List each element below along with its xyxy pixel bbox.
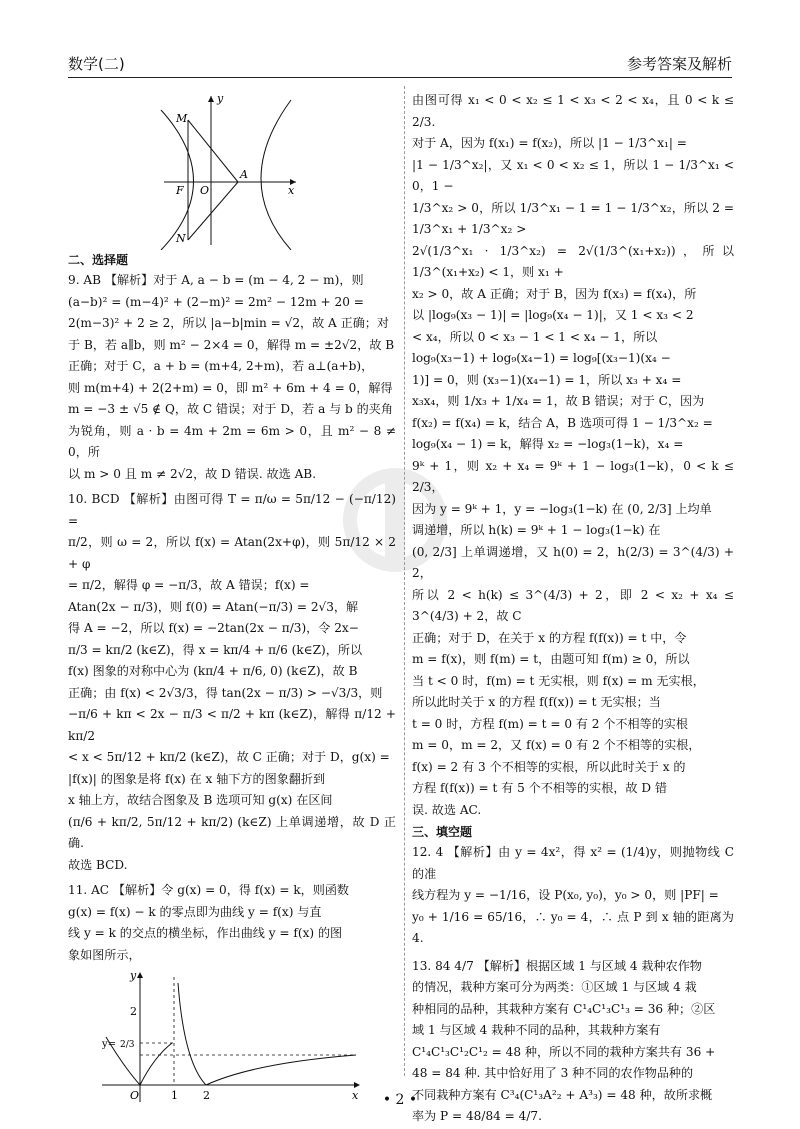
q11-line: f(x) = 2 有 3 个不相等的实根，所以此时关于 x 的 bbox=[412, 759, 686, 774]
q11-line: 所以此时关于 x 的方程 f(f(x)) = t 无实根；当 bbox=[412, 695, 661, 709]
column-divider bbox=[404, 86, 405, 1076]
q11-line: 线 y = k 的交点的横坐标，作出曲线 y = f(x) 的图 bbox=[68, 926, 343, 940]
fig2-tick-one: 1 bbox=[171, 1089, 178, 1102]
q11-line: < x₄，所以 0 < x₃ − 1 < 1 < x₄ − 1，所以 bbox=[412, 329, 658, 344]
header-left-title: 数学(二) bbox=[68, 55, 125, 73]
line-na bbox=[188, 182, 238, 240]
q13-line: 率为 P = 48/84 = 4/7. bbox=[412, 1109, 542, 1123]
left-column bbox=[68, 90, 396, 1107]
q11-line: 调递增，所以 h(k) = 9ᵏ + 1 − log₃(1−k) 在 bbox=[412, 523, 661, 537]
q11-line: log₉(x₄ − 1) = k，解得 x₂ = −log₃(1−k)，x₄ = bbox=[412, 437, 684, 451]
q11-line: 9ᵏ + 1，则 x₂ + x₄ = 9ᵏ + 1 − log₃(1−k)，0 < k ≤ 2/3， bbox=[412, 458, 734, 494]
fig1-a-label: A bbox=[240, 168, 248, 181]
fig1-y-label: y bbox=[217, 92, 224, 105]
q9-line: 以 m > 0 且 m ≠ 2√2，故 D 错误. 故选 AB. bbox=[68, 466, 317, 481]
q11-line: x₂ > 0，故 A 正确；对于 B，因为 f(x₃) = f(x₄)，所 bbox=[412, 286, 697, 301]
q13-line: 不同栽种方案有 C³₄(C¹₃A²₂ + A³₃) = 48 种，故所求概 bbox=[412, 1087, 713, 1102]
q13-line: 域 1 与区域 4 栽种不同的品种，其栽种方案有 bbox=[412, 1023, 661, 1037]
question-11 bbox=[68, 880, 396, 966]
section-fill-title: 三、填空题 bbox=[412, 825, 473, 839]
q13-line: 的情况，栽种方案可分为两类：①区域 1 与区域 4 栽 bbox=[412, 980, 697, 994]
q10-line: (π/6 + kπ/2, 5π/12 + kπ/2) (k∈Z) 上单调递增，故 D 正确. bbox=[68, 814, 396, 850]
q10-line: 正确；由 f(x) < 2√3/3，得 tan(2x − π/3) > −√3/3，则 bbox=[68, 685, 383, 700]
q9-line: 正确；对于 C，a + b = (m+4, 2+m)，若 a⊥(a+b)， bbox=[68, 359, 374, 373]
section-choice-title: 二、选择题 bbox=[68, 253, 129, 267]
q11-line: 象如图所示， bbox=[68, 947, 141, 962]
y-axis-arrow-icon bbox=[208, 96, 214, 102]
q11-line: 对于 A，因为 f(x₁) = f(x₂)，所以 |1 − 1/3^x₁| = bbox=[412, 136, 687, 150]
q10-line: < x < 5π/12 + kπ/2 (k∈Z)，故 C 正确；对于 D，g(x) = bbox=[68, 750, 390, 764]
q11-line: log₉(x₃−1) + log₉(x₄−1) = log₉[(x₃−1)(x₄ − bbox=[412, 351, 671, 365]
q11-line: 11. AC 【解析】令 g(x) = 0，得 f(x) = k，则函数 bbox=[68, 883, 350, 897]
q10-line: f(x) 图象的对称中心为 (kπ/4 + π/6, 0) (k∈Z)，故 B bbox=[68, 664, 358, 678]
q12-line: y₀ + 1/16 = 65/16，∴ y₀ = 4，∴ 点 P 到 x 轴的距离为 4. bbox=[412, 909, 734, 945]
q11-line: m = f(x)，则 f(m) = t，由题可知 f(m) ≥ 0，所以 bbox=[412, 652, 690, 666]
q11-line: |1 − 1/3^x₂|，又 x₁ < 0 < x₂ ≤ 1，所以 1 − 1/3^x₁ < 0，1 − bbox=[412, 157, 734, 193]
fig1-o-label: O bbox=[200, 184, 210, 197]
q11-line: 1/3^x₂ > 0，所以 1/3^x₁ − 1 = 1 − 1/3^x₂，所以 2 = 1/3^x₁ + 1/3^x₂ > bbox=[412, 200, 734, 236]
line-ma bbox=[188, 120, 238, 182]
q10-line: |f(x)| 的图象是将 f(x) 在 x 轴下方的图象翻折到 bbox=[68, 771, 326, 786]
q11-line: m = 0，m = 2，又 f(x) = 0 有 2 个不相等的实根， bbox=[412, 738, 701, 752]
q11-line: 方程 f(f(x)) = t 有 5 个不相等的实根，故 D 错 bbox=[412, 781, 668, 795]
q11-line: g(x) = f(x) − k 的零点即为曲线 y = f(x) 与直 bbox=[68, 904, 322, 919]
fig2-y-eq-fraction: 2/3 bbox=[120, 1040, 135, 1050]
header-rule bbox=[68, 77, 732, 78]
q10-line: = π/2，解得 φ = −π/3，故 A 错误；f(x) = bbox=[68, 578, 310, 592]
q10-line: π/2，则 ω = 2，所以 f(x) = Atan(2x+φ)，则 5π/12 × 2 + φ bbox=[68, 535, 396, 571]
q10-line: −π/6 + kπ < 2x − π/3 < π/2 + kπ (k∈Z)，解得 π/12 + kπ/2 bbox=[68, 707, 396, 743]
q9-line: 2(m−3)² + 2 ≥ 2，所以 |a−b|min = √2，故 A 正确；对 bbox=[68, 316, 389, 330]
function-graph-figure bbox=[94, 967, 364, 1107]
q9-line: 则 m(m+4) + 2(2+m) = 0，即 m² + 6m + 4 = 0，解得 bbox=[68, 380, 393, 395]
q11-line: 以 |log₉(x₃ − 1)| = |log₉(x₄ − 1)|，又 1 < x₃ < 2 bbox=[412, 308, 694, 322]
x-axis-arrow-icon bbox=[354, 1082, 360, 1088]
q10-line: π/3 = kπ/2 (k∈Z)，得 x = kπ/4 + π/6 (k∈Z)，所以 bbox=[68, 642, 363, 657]
question-9 bbox=[68, 270, 396, 485]
page-number: • 2 • bbox=[382, 1092, 418, 1108]
page-header bbox=[68, 48, 732, 74]
q12-line: 线方程为 y = −1/16，设 P(x₀, y₀)，y₀ > 0，则 |PF| = bbox=[412, 888, 719, 902]
q12-line: 12. 4 【解析】由 y = 4x²，得 x² = (1/4)y，则抛物线 C 的准 bbox=[412, 845, 734, 881]
q11-line: 因为 y = 9ᵏ + 1，y = −log₃(1−k) 在 (0, 2/3] 上均单 bbox=[412, 501, 712, 516]
q11-line: t = 0 时，方程 f(m) = t = 0 有 2 个不相等的实根 bbox=[412, 716, 688, 731]
q11-line: f(x₂) = f(x₄) = k，结合 A，B 选项可得 1 − 1/3^x₂ = bbox=[412, 415, 713, 430]
question-10 bbox=[68, 489, 396, 876]
fig1-x-label: x bbox=[288, 184, 295, 197]
fig1-n-label: N bbox=[176, 232, 186, 245]
y-axis-arrow-icon bbox=[137, 972, 143, 978]
fig2-y-tick-two: 2 bbox=[130, 1005, 137, 1018]
header-right-title: 参考答案及解析 bbox=[626, 55, 732, 73]
question-11-continued bbox=[412, 90, 734, 821]
q13-line: 种相同的品种，其栽种方案有 C¹₄C¹₃C¹₃ = 36 种；②区 bbox=[412, 1001, 716, 1016]
fig2-tick-two: 2 bbox=[203, 1089, 210, 1102]
q10-line: Atan(2x − π/3)，则 f(0) = Atan(−π/3) = 2√3，解 bbox=[68, 599, 359, 614]
q9-line: 为锐角，则 a · b = 4m + 2m = 6m > 0，且 m² − 8 ≠ 0，所 bbox=[68, 423, 396, 459]
right-column bbox=[412, 90, 734, 1129]
fig2-o-label: O bbox=[130, 1089, 140, 1102]
q13-line: 13. 84 4/7 【解析】根据区域 1 与区域 4 栽种农作物 bbox=[412, 958, 702, 973]
q11-line: 2√(1/3^x₁ · 1/3^x₂) = 2√(1/3^(x₁+x₂))，所以 1/3^(x₁+x₂) < 1，则 x₁ + bbox=[412, 243, 734, 279]
q11-line: 所以 2 < h(k) ≤ 3^(4/3) + 2，即 2 < x₂ + x₄ ≤ 3^(4/3) + 2，故 C bbox=[412, 587, 734, 623]
q11-line: 正确；对于 D，在关于 x 的方程 f(f(x)) = t 中，令 bbox=[412, 630, 687, 645]
hyperbola-figure bbox=[156, 90, 306, 250]
hyperbola-right-branch bbox=[261, 100, 291, 250]
curve-middle-segment bbox=[140, 1043, 172, 1085]
fig1-m-label: M bbox=[176, 112, 188, 125]
q9-line: (a−b)² = (m−4)² + (2−m)² = 2m² − 12m + 20 = bbox=[68, 294, 364, 309]
q11-line: 1)] = 0，则 (x₃−1)(x₄−1) = 1，所以 x₃ + x₄ = bbox=[412, 372, 682, 387]
q10-line: 10. BCD 【解析】由图可得 T = π/ω = 5π/12 − (−π/12) = bbox=[68, 492, 396, 528]
q11-line: 由图可得 x₁ < 0 < x₂ ≤ 1 < x₃ < 2 < x₄，且 0 < k ≤ 2/3. bbox=[412, 93, 734, 129]
fig1-f-label: F bbox=[176, 184, 184, 197]
q9-line: m = −3 ± √5 ∉ Q，故 C 错误；对于 D，若 a 与 b 的夹角 bbox=[68, 402, 393, 416]
curve-increasing-segment bbox=[206, 1055, 356, 1085]
q11-line: 当 t < 0 时，f(m) = t 无实根，则 f(x) = m 无实根， bbox=[412, 673, 705, 688]
q9-line: 于 B，若 a∥b，则 m² − 2×4 = 0，解得 m = ±2√2，故 B bbox=[68, 337, 395, 352]
fig2-x-label: x bbox=[352, 1089, 359, 1102]
q9-line: 9. AB 【解析】对于 A, a − b = (m − 4, 2 − m)，则 bbox=[68, 273, 364, 287]
q11-line: (0, 2/3] 上单调递增，又 h(0) = 2，h(2/3) = 3^(4/3) + 2， bbox=[412, 544, 734, 580]
hyperbola-left-branch bbox=[161, 110, 194, 250]
curve-decreasing-segment bbox=[178, 983, 206, 1085]
q10-line: x 轴上方，故结合图象及 B 选项可知 g(x) 在区间 bbox=[68, 793, 333, 807]
fig2-y-label: y bbox=[130, 969, 137, 982]
q13-line: 48 = 84 种. 其中恰好用了 3 种不同的农作物品种的 bbox=[412, 1066, 694, 1080]
q10-line: 故选 BCD. bbox=[68, 857, 128, 872]
q13-line: C¹₄C¹₃C¹₂C¹₂ = 48 种，所以不同的栽种方案共有 36 + bbox=[412, 1044, 716, 1059]
q10-line: 得 A = −2，所以 f(x) = −2tan(2x − π/3)，令 2x− bbox=[68, 621, 359, 635]
q11-line: 误. 故选 AC. bbox=[412, 802, 482, 817]
question-12 bbox=[412, 842, 734, 950]
q11-line: x₃x₄，则 1/x₃ + 1/x₄ = 1，故 B 错误；对于 C，因为 bbox=[412, 394, 705, 408]
fig2-y-eq-label: y= bbox=[102, 1039, 117, 1050]
